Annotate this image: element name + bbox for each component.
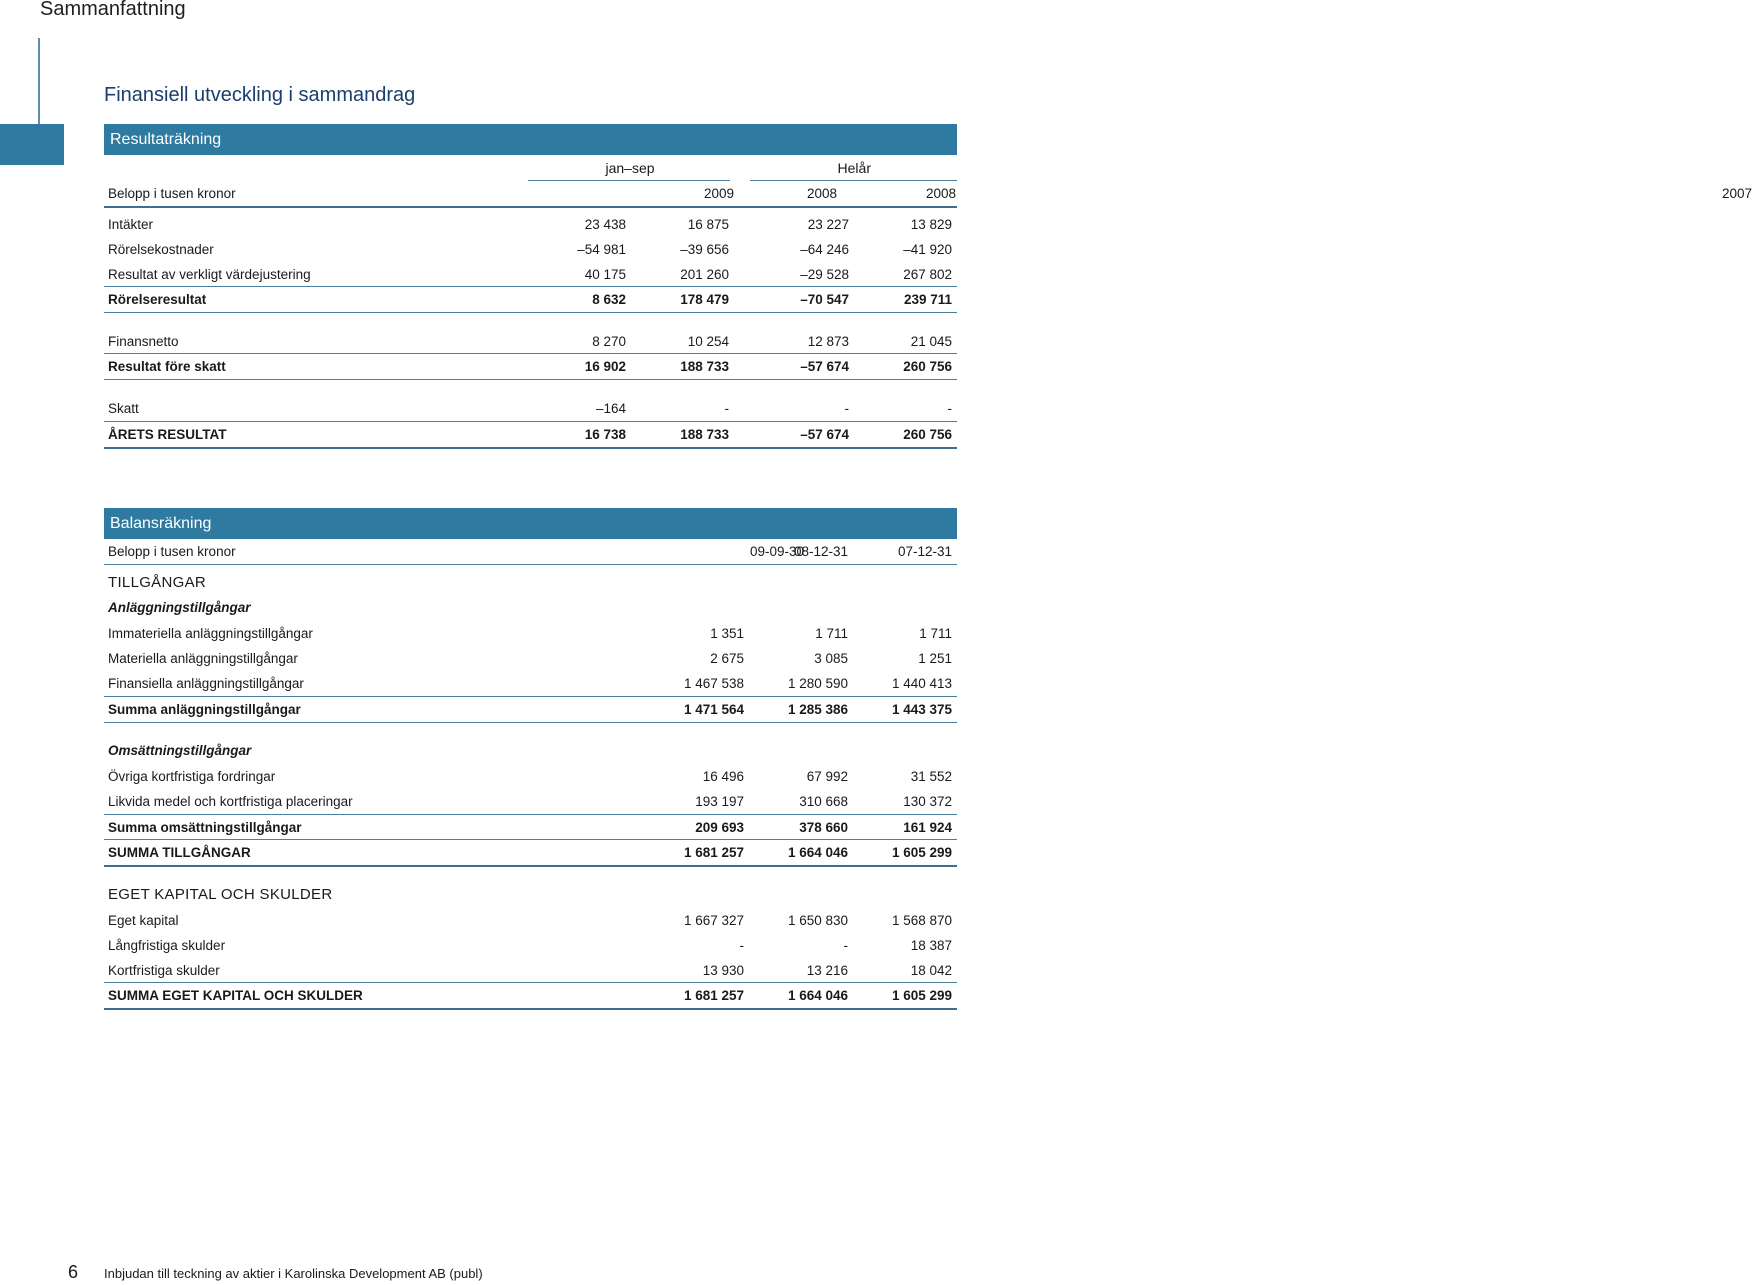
fixed-assets-heading: Anläggningstillgångar: [108, 600, 251, 615]
row-value: 161 924: [903, 820, 952, 835]
row-value: 1 605 299: [891, 845, 952, 860]
row-value: 378 660: [799, 820, 848, 835]
header-rule: [104, 564, 957, 565]
column-header: 07-12-31: [897, 544, 952, 559]
column-header: 2008: [925, 186, 956, 201]
column-header: 09-09-30: [749, 544, 804, 559]
row-value: 260 756: [903, 359, 952, 374]
row-value: –64 246: [800, 242, 849, 257]
column-header: 08-12-31: [793, 544, 848, 559]
income-column-header-row: [108, 181, 1752, 206]
section-title: Sammanfattning: [40, 0, 186, 20]
row-value: 1 605 299: [891, 988, 952, 1003]
row-value: -: [724, 401, 729, 416]
row-label: Materiella anläggningstillgångar: [108, 651, 298, 666]
unit-label: Belopp i tusen kronor: [108, 544, 236, 559]
row-rule: [104, 982, 957, 983]
balance-sheet-title: Balansräkning: [110, 515, 212, 532]
row-value: 188 733: [680, 359, 729, 374]
row-value: 201 260: [680, 267, 729, 282]
row-value: 209 693: [695, 820, 744, 835]
footer-text: Inbjudan till teckning av aktier i Karolinska Development AB (publ): [104, 1266, 483, 1281]
row-value: 16 496: [702, 769, 744, 784]
row-rule: [104, 1008, 957, 1010]
row-value: –54 981: [577, 242, 626, 257]
row-rule: [104, 865, 957, 867]
header-rule: [104, 206, 957, 208]
row-value: 239 711: [903, 292, 952, 307]
table-row: [108, 396, 957, 421]
table-row: [108, 237, 957, 262]
row-value: 2 675: [710, 651, 744, 666]
row-value: 1 667 327: [683, 913, 744, 928]
row-value: 23 227: [807, 217, 849, 232]
row-value: 1 443 375: [891, 702, 952, 717]
row-label: Intäkter: [108, 217, 154, 232]
row-value: 1 251: [918, 651, 952, 666]
column-header: 2009: [703, 186, 734, 201]
row-value: -: [843, 938, 848, 953]
row-label: Resultat före skatt: [108, 359, 226, 374]
row-value: 1 681 257: [683, 845, 744, 860]
row-rule: [104, 379, 957, 380]
row-value: 188 733: [680, 427, 729, 442]
row-value: –57 674: [800, 359, 849, 374]
table-row: [108, 287, 957, 312]
table-row: [108, 789, 957, 814]
row-value: 10 254: [687, 334, 729, 349]
row-value: 67 992: [806, 769, 848, 784]
row-value: 1 280 590: [787, 676, 848, 691]
row-value: 16 738: [584, 427, 626, 442]
table-row: [108, 764, 957, 789]
row-value: 16 875: [687, 217, 729, 232]
row-value: 18 387: [910, 938, 952, 953]
page-number: 6: [68, 1262, 79, 1282]
row-label: Skatt: [108, 401, 139, 416]
row-value: 1 471 564: [683, 702, 744, 717]
row-value: 8 270: [592, 334, 626, 349]
row-value: –29 528: [800, 267, 849, 282]
row-label: Resultat av verkligt värdejustering: [108, 267, 311, 282]
row-label: Summa omsättningstillgångar: [108, 820, 302, 835]
equity-heading: EGET KAPITAL OCH SKULDER: [108, 886, 333, 903]
column-header: 2008: [806, 186, 837, 201]
row-value: 31 552: [910, 769, 952, 784]
row-value: -: [739, 938, 744, 953]
table-row: [108, 671, 957, 696]
page-title: Finansiell utveckling i sammandrag: [104, 84, 416, 106]
row-value: 310 668: [799, 794, 848, 809]
row-value: 193 197: [695, 794, 744, 809]
row-value: 1 467 538: [683, 676, 744, 691]
row-label: Övriga kortfristiga fordringar: [108, 769, 276, 784]
accent-block: [0, 124, 64, 165]
current-assets-heading: Omsättningstillgångar: [108, 743, 252, 758]
row-value: 130 372: [903, 794, 952, 809]
row-value: 8 632: [592, 292, 626, 307]
table-row: [108, 262, 957, 287]
row-value: 1 664 046: [787, 988, 848, 1003]
row-rule: [104, 447, 957, 449]
table-row: [108, 354, 957, 379]
income-statement-title: Resultaträkning: [110, 131, 222, 148]
row-value: -: [844, 401, 849, 416]
row-value: 1 650 830: [787, 913, 848, 928]
row-value: 23 438: [584, 217, 626, 232]
table-row: [108, 933, 957, 958]
table-row: [108, 815, 957, 840]
income-statement-bar: [104, 124, 957, 155]
table-row: [108, 958, 957, 983]
row-label: Rörelseresultat: [108, 292, 207, 307]
row-value: –39 656: [680, 242, 729, 257]
row-value: -: [947, 401, 952, 416]
row-value: –41 920: [903, 242, 952, 257]
table-row: [108, 983, 957, 1008]
row-value: –70 547: [800, 292, 849, 307]
row-rule: [104, 421, 957, 422]
row-value: 21 045: [910, 334, 952, 349]
row-label: Finansnetto: [108, 334, 179, 349]
row-value: 260 756: [903, 427, 952, 442]
row-value: 13 930: [702, 963, 744, 978]
unit-label: Belopp i tusen kronor: [108, 186, 236, 201]
row-value: 18 042: [910, 963, 952, 978]
row-value: 1 440 413: [891, 676, 952, 691]
assets-heading: TILLGÅNGAR: [108, 574, 207, 591]
row-rule: [104, 312, 957, 313]
table-row: [108, 621, 957, 646]
row-value: 178 479: [680, 292, 729, 307]
row-label: Rörelsekostnader: [108, 242, 214, 257]
header-divider: [38, 38, 40, 124]
row-value: 1 711: [815, 626, 848, 641]
row-value: 40 175: [584, 267, 626, 282]
row-label: Likvida medel och kortfristiga placeringar: [108, 794, 353, 809]
row-value: 16 902: [584, 359, 626, 374]
row-value: –57 674: [800, 427, 849, 442]
row-label: Immateriella anläggningstillgångar: [108, 626, 313, 641]
row-label: Summa anläggningstillgångar: [108, 702, 301, 717]
table-row: [108, 646, 957, 671]
row-value: 1 568 870: [891, 913, 952, 928]
row-label: ÅRETS RESULTAT: [108, 427, 227, 442]
row-value: –164: [595, 401, 626, 416]
row-label: Långfristiga skulder: [108, 938, 226, 953]
row-value: 1 711: [919, 626, 952, 641]
row-rule: [104, 839, 957, 840]
row-value: 3 085: [814, 651, 848, 666]
table-row: [108, 840, 957, 865]
row-value: 267 802: [903, 267, 952, 282]
row-rule: [104, 696, 957, 697]
table-row: [108, 908, 957, 933]
row-value: 13 829: [910, 217, 952, 232]
row-rule: [104, 814, 957, 815]
row-value: 13 216: [806, 963, 848, 978]
table-row: [108, 329, 957, 354]
row-rule: [104, 722, 957, 723]
row-value: 1 664 046: [787, 845, 848, 860]
row-value: 12 873: [807, 334, 849, 349]
row-label: SUMMA TILLGÅNGAR: [108, 845, 251, 860]
group-header-helar: Helår: [837, 160, 871, 176]
row-value: 1 351: [710, 626, 744, 641]
row-rule: [104, 286, 957, 287]
group-header-jan-sep: jan–sep: [605, 160, 655, 176]
balance-sheet-bar: [104, 508, 957, 539]
column-header: 2007: [1721, 186, 1752, 201]
row-label: Eget kapital: [108, 913, 179, 928]
table-row: [108, 212, 957, 237]
row-label: Kortfristiga skulder: [108, 963, 220, 978]
row-label: SUMMA EGET KAPITAL OCH SKULDER: [108, 988, 363, 1003]
table-row: [108, 422, 957, 447]
row-rule: [104, 353, 957, 354]
balance-column-header-row: [108, 539, 957, 564]
row-value: 1 285 386: [787, 702, 848, 717]
row-label: Finansiella anläggningstillgångar: [108, 676, 304, 691]
table-row: [108, 697, 957, 722]
row-value: 1 681 257: [683, 988, 744, 1003]
